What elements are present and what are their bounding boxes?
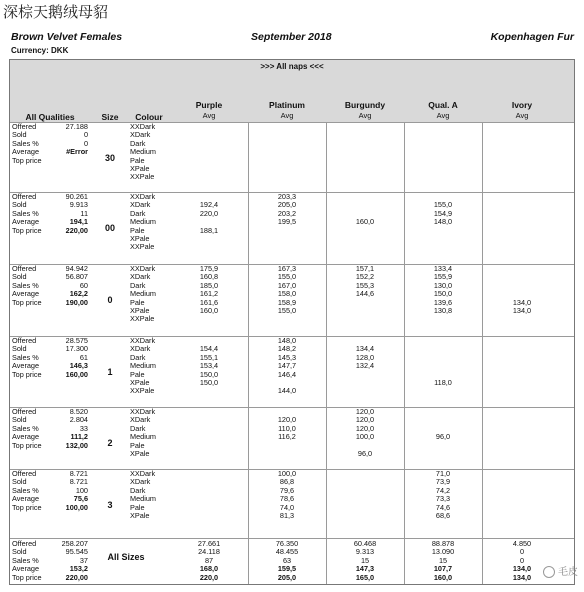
price-cell: 118,0 [434,378,452,387]
size-block-3 [10,470,574,540]
price-cell: 96,0 [357,449,373,458]
stat-value: 132,00 [65,440,88,450]
total-cell: 48.455 [275,547,299,557]
stat-label: Average [12,432,40,442]
stat-label: Top price [12,502,42,512]
colour-label: Pale [130,155,145,165]
size-label: 1 [107,367,113,377]
price-cell: 116,2 [278,432,296,442]
price-cell: 155,1 [199,352,219,362]
price-cell: 73,9 [435,477,451,487]
stat-label: Top price [12,225,42,235]
colour-label: XXDark [130,469,156,478]
total-cell: 15 [360,555,370,565]
total-cell: 0 [519,555,525,565]
colour-label: XDark [130,200,151,210]
price-cell: 175,9 [199,264,219,273]
total-cell: 205,0 [277,572,297,582]
size-block-2 [10,408,574,478]
price-cell: 203,2 [277,208,297,218]
stat-label: Offered [12,264,37,273]
price-cell: 148,0 [433,217,453,227]
price-cell: 78,6 [279,494,295,504]
price-cell: 130,8 [433,306,453,315]
price-cell: 120,0 [355,423,375,433]
stat-label: Sales % [12,352,39,362]
price-cell: 155,0 [277,272,297,282]
stat-label: Average [12,494,40,504]
price-cell: 150,0 [199,369,219,379]
total-cell: 76.350 [275,539,299,548]
stat-value: 33 [79,423,88,433]
price-cell: 86,8 [279,477,295,487]
stat-value: 37 [79,555,88,565]
price-cell: 158,0 [277,289,297,299]
price-cell: 167,3 [277,264,297,273]
stat-value: 194,1 [69,217,88,227]
total-cell: 15 [438,555,448,565]
colour-label: Pale [130,369,145,379]
size-header: Size [101,112,119,122]
stat-label: Offered [12,336,37,345]
stat-value: 8.721 [69,469,88,478]
stat-value: #Error [66,147,88,157]
col-sub-qual-a: Avg [436,111,450,120]
total-cell: 0 [519,547,525,557]
price-cell: 144,0 [277,386,297,396]
stat-value: 153,2 [69,564,88,574]
stat-label: Offered [12,469,37,478]
total-cell: 88.878 [431,539,455,548]
stat-label: Offered [12,122,37,131]
naps-label: >>> All naps <<< [260,62,324,71]
stat-label: Offered [12,192,37,201]
colour-label: XPale [130,234,150,243]
colour-label: XXDark [130,336,156,345]
total-cell: 63 [282,555,292,565]
total-cell: 165,0 [355,572,375,582]
colour-label: XDark [130,344,151,354]
auction-date: September 2018 [251,31,332,43]
watermark-text: 毛皮 [558,566,578,578]
price-cell: 128,0 [355,352,375,362]
stat-value: 95.545 [65,547,88,557]
size-label: 0 [107,295,113,305]
price-cell: 158,9 [277,297,297,307]
size-label: 00 [104,223,115,233]
stat-value: 100,00 [65,502,88,512]
price-cell: 120,0 [355,415,375,425]
currency-label: Currency: DKK [11,46,69,55]
stat-label: Average [12,289,40,299]
price-cell: 160,0 [355,217,375,227]
price-cell: 96,0 [435,432,451,442]
col-header-qual-a: Qual. A [428,100,458,110]
price-cell: 205,0 [277,200,297,210]
price-cell: 220,0 [199,208,219,218]
colour-label: Pale [130,440,145,450]
size-label: 3 [107,500,113,510]
col-sub-platinum: Avg [280,111,294,120]
stat-label: Sales % [12,485,39,495]
all-qualities-header: All Qualities [25,112,75,122]
stat-value: 2.804 [69,415,88,425]
size-block-0 [10,265,574,335]
price-cell: 68,6 [435,511,451,520]
total-cell: 9.313 [355,547,375,557]
colour-label: Medium [130,432,156,442]
stat-label: Sold [12,344,27,354]
price-cell: 145,3 [277,352,297,362]
stat-value: 160,00 [65,369,88,379]
watermark-logo-icon [543,566,555,578]
stat-value: 94.942 [65,264,88,273]
price-cell: 157,1 [355,264,375,273]
price-cell: 134,0 [512,306,532,315]
stat-value: 162,2 [69,289,88,299]
stat-label: Average [12,217,40,227]
colour-header: Colour [135,112,163,122]
col-header-ivory: Ivory [511,100,533,110]
stat-value: 220,00 [65,225,88,235]
total-size-label: All Sizes [107,552,145,562]
price-cell: 71,0 [435,469,451,478]
stat-label: Sold [12,477,27,487]
total-cell: 134,0 [512,572,532,582]
colour-label: Medium [130,147,156,157]
stat-value: 56.807 [65,272,88,282]
stat-value: 17.300 [65,344,88,354]
price-cell: 185,0 [199,280,219,290]
stat-value: 27.188 [65,122,88,131]
col-sub-ivory: Avg [515,111,529,120]
price-cell: 160,8 [199,272,219,282]
colour-label: XDark [130,272,151,282]
size-block-1 [10,337,574,407]
stat-label: Top price [12,440,42,450]
price-cell: 132,4 [355,361,375,371]
stat-label: Sales % [12,138,39,148]
price-cell: 74,2 [435,485,451,495]
price-cell: 199,5 [277,217,297,227]
stat-label: Sold [12,272,27,282]
colour-label: Medium [130,361,156,371]
total-cell: 107,7 [433,564,453,574]
price-cell: 148,0 [277,336,297,345]
col-header-platinum: Platinum [269,100,305,110]
price-cell: 160,0 [199,306,219,315]
total-cell: 147,3 [355,564,375,574]
total-cell: 168,0 [199,564,219,574]
price-cell: 154,9 [433,208,453,218]
colour-label: XPale [130,511,150,520]
price-cell: 110,0 [278,423,296,433]
stat-value: 60 [79,280,88,290]
stat-label: Sales % [12,208,39,218]
results-table [9,59,575,585]
stat-label: Top price [12,297,42,307]
stat-label: Top price [12,572,42,582]
colour-label: XXPale [130,242,155,252]
stat-label: Average [12,564,40,574]
colour-label: XDark [130,130,151,140]
price-cell: 100,0 [277,469,297,478]
price-cell: 192,4 [199,200,219,210]
stat-label: Sold [12,547,27,557]
colour-label: Medium [130,289,156,299]
stat-value: 190,00 [65,297,88,307]
price-cell: 130,0 [433,280,453,290]
price-cell: 148,2 [277,344,297,354]
total-cell: 220,0 [199,572,219,582]
col-sub-purple: Avg [202,111,216,120]
price-cell: 154,4 [199,344,219,354]
price-cell: 161,6 [199,297,219,307]
colour-label: Pale [130,502,145,512]
stat-value: 0 [83,138,88,148]
total-block [10,540,574,584]
stat-label: Top price [12,369,42,379]
price-cell: 147,7 [277,361,297,371]
price-cell: 139,6 [433,297,453,307]
stat-value: 11 [80,208,88,218]
price-cell: 155,0 [433,200,453,210]
total-cell: 4.850 [512,539,532,548]
stat-label: Top price [12,155,42,165]
stat-value: 75,6 [73,494,88,504]
price-cell: 188,1 [199,225,219,235]
price-cell: 153,4 [199,361,219,371]
colour-label: XXPale [130,314,155,324]
col-sub-burgundy: Avg [358,111,372,120]
price-cell: 155,0 [277,306,297,315]
stat-value: 0 [83,130,88,140]
page-caption: 深棕天鹅绒母貂 [3,3,109,21]
col-header-burgundy: Burgundy [344,100,386,110]
stat-value: 28.575 [65,336,88,345]
price-cell: 203,3 [277,192,297,201]
colour-label: XPale [130,449,150,458]
price-cell: 74,6 [435,502,451,512]
colour-label: XDark [130,415,151,425]
colour-label: Pale [130,297,145,307]
colour-label: XPale [130,378,150,387]
stat-label: Sold [12,130,27,140]
stat-label: Sold [12,200,27,210]
price-cell: 152,2 [355,272,375,282]
price-cell: 74,0 [279,502,295,512]
colour-label: XXPale [130,386,155,396]
total-cell: 13.090 [431,547,455,557]
total-cell: 87 [204,555,214,565]
total-cell: 27.661 [197,539,221,548]
total-cell: 160,0 [433,572,453,582]
stat-label: Average [12,361,40,371]
stat-value: 90.261 [65,192,88,201]
size-block-00 [10,193,574,263]
stat-label: Sales % [12,280,39,290]
stat-value: 61 [79,352,88,362]
product-title: Brown Velvet Females [11,31,123,43]
total-cell: 159,5 [277,564,297,574]
colour-label: XXDark [130,407,156,416]
auction-house: Kopenhagen Fur [490,31,574,43]
colour-label: Dark [130,138,146,148]
colour-label: Dark [130,485,146,495]
col-header-purple: Purple [195,100,223,110]
colour-label: XXDark [130,192,156,201]
colour-label: Dark [130,423,146,433]
price-cell: 150,0 [199,378,219,387]
price-cell: 144,6 [355,289,375,299]
colour-label: Dark [130,352,146,362]
price-cell: 120,0 [277,415,297,425]
colour-label: Dark [130,208,146,218]
total-cell: 134,0 [512,564,532,574]
price-cell: 134,0 [512,297,532,307]
colour-label: Pale [130,225,145,235]
price-cell: 167,0 [277,280,297,290]
price-cell: 133,4 [433,264,453,273]
stat-value: 258.207 [61,539,88,548]
price-cell: 81,3 [279,511,295,520]
price-cell: 155,3 [355,280,375,290]
colour-label: Dark [130,280,146,290]
colour-label: Medium [130,494,156,504]
price-cell: 73,3 [435,494,451,504]
colour-label: XDark [130,477,151,487]
price-cell: 100,0 [355,432,375,442]
watermark [543,563,578,578]
stat-label: Average [12,147,40,157]
price-cell: 161,2 [199,289,219,299]
size-label: 2 [107,438,113,448]
stat-label: Offered [12,407,37,416]
stat-value: 8.520 [69,407,88,416]
colour-label: XXDark [130,264,156,273]
stat-value: 9.913 [69,200,88,210]
stat-label: Offered [12,539,37,548]
price-cell: 150,0 [433,289,453,299]
colour-label: XPale [130,164,150,173]
size-label: 30 [104,153,115,163]
colour-label: XPale [130,306,150,315]
price-cell: 146,4 [277,369,297,379]
price-cell: 134,4 [355,344,375,354]
total-cell: 24.118 [198,547,220,557]
stat-label: Sales % [12,555,39,565]
colour-label: XXPale [130,172,155,182]
stat-label: Sold [12,415,27,425]
stat-value: 100 [75,485,88,495]
price-cell: 155,9 [433,272,453,282]
price-cell: 79,6 [279,485,295,495]
stat-value: 8.721 [69,477,88,487]
stat-label: Sales % [12,423,39,433]
colour-label: Medium [130,217,156,227]
stat-value: 146,3 [69,361,88,371]
colour-label: XXDark [130,122,156,131]
total-cell: 60.468 [353,539,377,548]
stat-value: 220,00 [65,572,88,582]
size-block-30 [10,123,574,193]
price-cell: 120,0 [355,407,375,416]
stat-value: 111,2 [70,432,88,442]
